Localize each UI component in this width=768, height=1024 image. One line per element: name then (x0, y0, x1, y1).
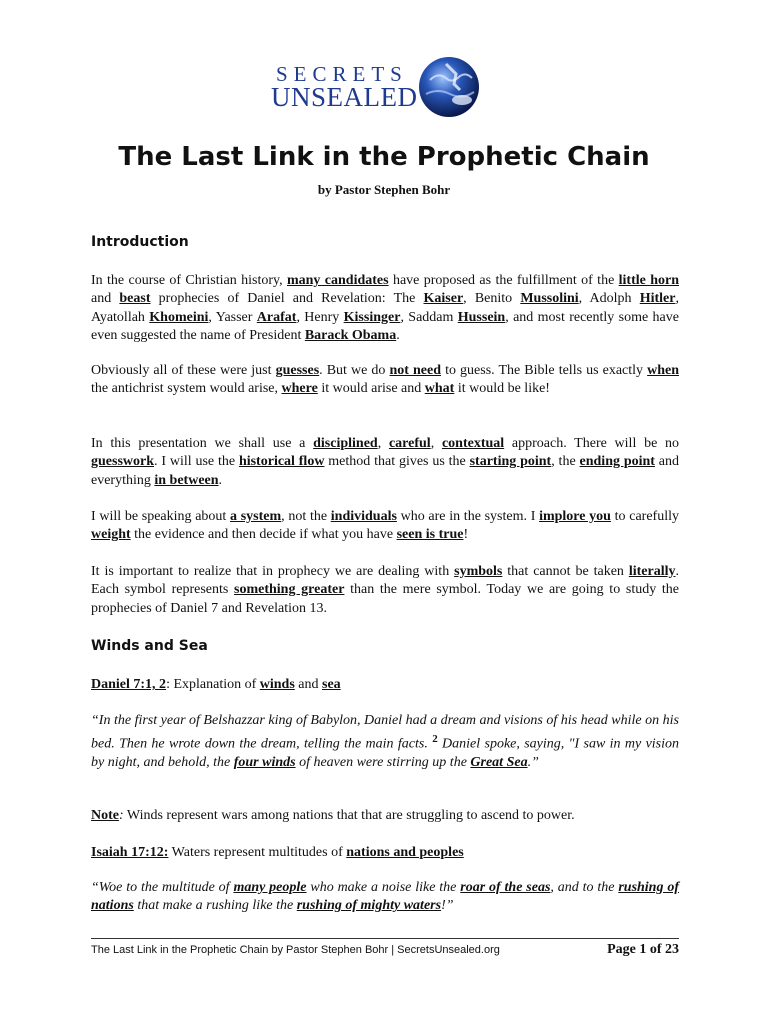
isaiah-quote: “Woe to the multitude of many people who make a noise like the roar of the seas, and to the rushing of nations that make a rushing like the rushing of mighty waters!” (91, 880, 679, 914)
introduction-heading: Introduction (91, 234, 189, 250)
page-number: Page 1 of 23 (607, 942, 679, 957)
footer-divider (91, 938, 679, 939)
globe-icon (416, 54, 482, 120)
document-title: The Last Link in the Prophetic Chain (118, 142, 650, 172)
footer-title: The Last Link in the Prophetic Chain by Pastor Stephen Bohr | SecretsUnsealed.org (91, 944, 500, 956)
intro-paragraph-guesses: Obviously all of these were just guesses. But we do not need to guess. The Bible tells us exactly when the antichrist system would arise, where it would arise and what it would be like! (91, 363, 680, 397)
isaiah-reference: Isaiah 17:12: Waters represent multitudes of nations and peoples (91, 845, 464, 860)
daniel-reference: Daniel 7:1, 2: Explanation of winds and sea (91, 677, 341, 692)
intro-paragraph-method: In this presentation we shall use a disciplined, careful, contextual approach. There will be no guesswork. I will use the historical flow method that gives us the starting point, the ending point and everything in between. (91, 436, 680, 488)
logo-top-word: SECRETS (276, 62, 408, 86)
winds-and-sea-heading: Winds and Sea (91, 638, 208, 654)
author-byline: by Pastor Stephen Bohr (317, 182, 451, 197)
daniel-quote: “In the first year of Belshazzar king of Babylon, Daniel had a dream and visions of his head while on his bed. Then he wrote down the dream, telling the main facts. $^2$ Daniel spoke, saying, "I saw in my vision by night, and behold, the four winds of heaven were stirring up the Great Sea.” (91, 713, 680, 771)
note-paragraph: Note: Winds represent wars among nations that that are struggling to ascend to power. (91, 808, 575, 823)
verse-number: 2 (432, 733, 438, 746)
intro-paragraph-system: I will be speaking about a system, not the individuals who are in the system. I implore you to carefully weight the evidence and then decide if what you have seen is true! (91, 509, 679, 543)
intro-paragraph-symbols: It is important to realize that in prophecy we are dealing with symbols that cannot be taken literally. Each symbol represents something greater than the mere symbol. Today we are going to study the prophecies of Daniel 7 and Revelation 13. (91, 564, 679, 616)
secrets-unsealed-logo (268, 52, 504, 120)
logo-bottom-word: UNSEALED (271, 82, 418, 112)
intro-paragraph-candidates: In the course of Christian history, many candidates have proposed as the fulfillment of the little horn and beast prophecies of Daniel and Revelation: The Kaiser, Benito Mussolini, Adolph Hitler, Ayatollah Khomeini, Yasser Arafat, Henry Kissinger, Saddam Hussein, and most recently some have even suggested the name of President Barack Obama. (91, 273, 680, 343)
